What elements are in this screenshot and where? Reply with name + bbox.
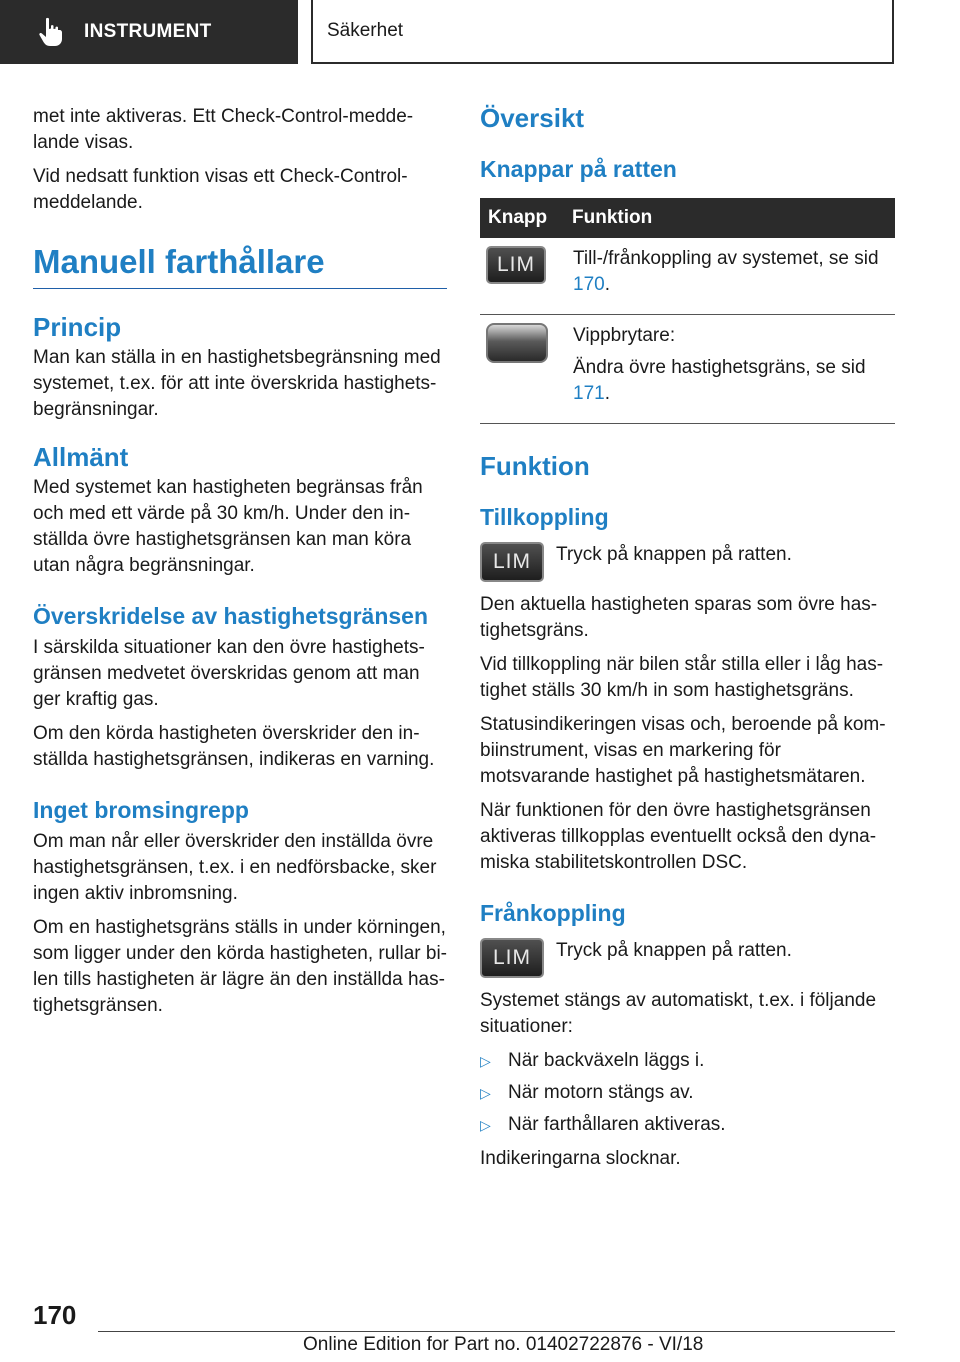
left-column <box>33 100 447 1027</box>
nobrake-text-1: Om man når eller överskrider den inställda övre hastighetsgränsen, t.ex. i en nedförsbacke, sker ingen aktiv inbromsning. <box>33 831 437 904</box>
rocker-switch-icon <box>486 323 548 363</box>
page-title: Manuell farthållare <box>33 242 447 289</box>
page-link-171[interactable]: 171 <box>573 383 605 404</box>
chapter-tab <box>0 0 298 64</box>
footer-edition: Online Edition for Part no. 01402722876 - VI/18 <box>303 1334 704 1355</box>
table-header-button: Knapp <box>480 198 572 238</box>
footer-divider <box>98 1331 895 1332</box>
row2-line1: Vippbrytare: <box>573 325 676 346</box>
list-item: ▷ När backväxeln läggs i. <box>480 1048 895 1074</box>
exceed-text-2: Om den körda hastigheten överskrider den in-ställda hastighetsgränsen, indikeras en varning. <box>33 723 435 770</box>
on-text-3: Statusindikeringen visas och, beroende på kom-biinstrument, visas en markering för motsvarande hastighet på hastighetsmätaren. <box>480 714 886 787</box>
intro-paragraph-2: Vid nedsatt funktion visas ett Check-Control-meddelande. <box>33 166 408 213</box>
table-header-row <box>480 198 895 238</box>
on-text-1: Den aktuella hastigheten sparas som övre has-tighetsgräns. <box>480 594 878 641</box>
table-header-function: Funktion <box>572 198 895 238</box>
heading-on: Tillkoppling <box>480 504 609 530</box>
off-list <box>480 1048 895 1138</box>
on-text-2: Vid tillkoppling när bilen står stilla eller i låg has-tighet ställs 30 km/h in som hastighetsgräns. <box>480 654 884 701</box>
triangle-bullet-icon: ▷ <box>480 1117 491 1133</box>
heading-function: Funktion <box>480 451 590 481</box>
exceed-text-1: I särskilda situationer kan den övre hastighets-gränsen medvetet överskridas genom att man ger kraftig gas. <box>33 637 425 710</box>
list-item: ▷ När farthållaren aktiveras. <box>480 1112 895 1138</box>
on-instruction <box>480 542 895 582</box>
heading-buttons: Knappar på ratten <box>480 156 677 182</box>
list-item: ▷ När motorn stängs av. <box>480 1080 895 1106</box>
row1-text: Till-/frånkoppling av systemet, se sid <box>573 248 879 269</box>
on-text-4: När funktionen för den övre hastighetsgränsen aktiveras tillkopplas eventuellt också den dyna-miska stabilitetskontrollen DSC. <box>480 800 877 873</box>
principle-text: Man kan ställa in en hastighetsbegränsning med systemet, t.ex. för att inte överskrida hastighets-begränsningar. <box>33 347 441 420</box>
off-instruction <box>480 938 895 978</box>
chapter-label: INSTRUMENT <box>84 21 212 42</box>
heading-off: Frånkoppling <box>480 900 626 926</box>
page-link-170[interactable]: 170 <box>573 274 605 295</box>
heading-general: Allmänt <box>33 442 129 472</box>
triangle-bullet-icon: ▷ <box>480 1053 491 1069</box>
section-box <box>311 0 894 64</box>
general-text: Med systemet kan hastigheten begränsas från och med ett värde på 30 km/h. Under den in-ställda övre hastighetsgränsen kan man köra utan några begränsningar. <box>33 477 423 576</box>
off-text-1: Systemet stängs av automatiskt, t.ex. i följande situationer: <box>480 990 877 1037</box>
section-label: Säkerhet <box>327 20 404 41</box>
heading-exceed: Överskridelse av hastighetsgränsen <box>33 603 429 629</box>
table-row: Vippbrytare: Ändra övre hastighetsgräns, se sid 171. <box>480 315 895 424</box>
lim-button-icon: LIM <box>486 246 546 284</box>
triangle-bullet-icon: ▷ <box>480 1085 491 1101</box>
intro-paragraph-1: met inte aktiveras. Ett Check-Control-medde-lande visas. <box>33 106 414 153</box>
row2-text: Ändra övre hastighetsgräns, se sid <box>573 357 866 378</box>
nobrake-text-2: Om en hastighetsgräns ställs in under körningen, som ligger under den körda hastigheten, rullar bi-len tills hastigheten är lägre än den inställda has-tighetsgränsen. <box>33 917 448 1016</box>
heading-overview: Översikt <box>480 103 585 133</box>
on-press-text: Tryck på knappen på ratten. <box>556 544 792 565</box>
off-text-2: Indikeringarna slocknar. <box>480 1148 681 1169</box>
heading-principle: Princip <box>33 312 122 342</box>
lim-button-icon: LIM <box>480 542 544 582</box>
hand-pointer-icon <box>38 17 64 47</box>
heading-nobrake: Inget bromsingrepp <box>33 797 249 823</box>
buttons-table <box>480 198 895 424</box>
off-press-text: Tryck på knappen på ratten. <box>556 940 792 961</box>
right-column <box>480 100 895 1180</box>
lim-button-icon: LIM <box>480 938 544 978</box>
table-row: LIM Till-/frånkoppling av systemet, se sid 170. <box>480 238 895 315</box>
page-number: 170 <box>33 1300 77 1330</box>
